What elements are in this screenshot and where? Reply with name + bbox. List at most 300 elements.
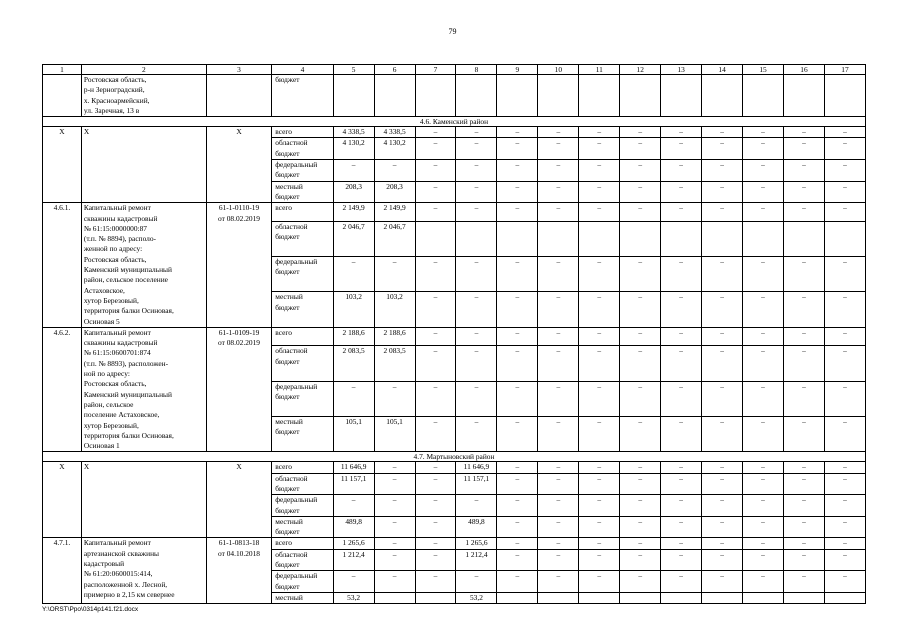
value-cell: 2 188,6 bbox=[374, 327, 415, 345]
value-cell: – bbox=[497, 138, 538, 160]
value-cell: – bbox=[497, 473, 538, 495]
value-cell: – bbox=[497, 549, 538, 571]
value-cell: – bbox=[415, 417, 456, 452]
value-cell: 1 212,4 bbox=[333, 549, 374, 571]
value-cell bbox=[374, 75, 415, 117]
value-cell: – bbox=[456, 138, 497, 160]
value-cell: – bbox=[743, 549, 784, 571]
value-cell: – bbox=[538, 417, 579, 452]
value-cell: – bbox=[538, 203, 579, 221]
value-cell: – bbox=[374, 538, 415, 549]
value-cell: – bbox=[456, 203, 497, 221]
value-cell: – bbox=[579, 381, 620, 416]
value-cell: – bbox=[415, 571, 456, 593]
column-header: 11 bbox=[579, 65, 620, 75]
value-cell: – bbox=[374, 516, 415, 538]
value-cell: – bbox=[497, 346, 538, 381]
value-cell: – bbox=[374, 549, 415, 571]
value-cell: – bbox=[661, 127, 702, 138]
value-cell: – bbox=[497, 327, 538, 345]
value-cell: – bbox=[620, 417, 661, 452]
value-cell: – bbox=[702, 160, 743, 182]
column-header: 8 bbox=[456, 65, 497, 75]
value-cell: 103,2 bbox=[333, 292, 374, 327]
value-cell: – bbox=[620, 381, 661, 416]
value-cell: – bbox=[824, 462, 865, 473]
value-cell: – bbox=[743, 571, 784, 593]
value-cell: – bbox=[743, 292, 784, 327]
value-cell: – bbox=[783, 538, 824, 549]
value-cell: – bbox=[702, 127, 743, 138]
value-cell: – bbox=[579, 516, 620, 538]
column-header: 14 bbox=[702, 65, 743, 75]
value-cell: – bbox=[661, 327, 702, 345]
value-cell: – bbox=[579, 462, 620, 473]
column-header: 12 bbox=[620, 65, 661, 75]
value-cell: – bbox=[538, 138, 579, 160]
value-cell: – bbox=[497, 127, 538, 138]
value-cell: 4 338,5 bbox=[333, 127, 374, 138]
value-cell: – bbox=[579, 571, 620, 593]
value-cell: – bbox=[661, 203, 702, 221]
value-cell: – bbox=[415, 495, 456, 517]
value-cell: 4 130,2 bbox=[374, 138, 415, 160]
value-cell bbox=[661, 221, 702, 256]
value-cell: – bbox=[415, 473, 456, 495]
value-cell: – bbox=[743, 346, 784, 381]
value-cell: – bbox=[702, 381, 743, 416]
value-cell bbox=[538, 75, 579, 117]
value-cell: – bbox=[702, 346, 743, 381]
value-cell: 4 338,5 bbox=[374, 127, 415, 138]
value-cell bbox=[783, 592, 824, 603]
value-cell: – bbox=[374, 571, 415, 593]
value-cell: – bbox=[579, 495, 620, 517]
item-number-cell: 4.7.1. bbox=[43, 538, 82, 604]
funding-source-cell: федеральный бюджет bbox=[272, 571, 333, 593]
value-cell: – bbox=[415, 181, 456, 203]
value-cell bbox=[702, 75, 743, 117]
value-cell: – bbox=[702, 516, 743, 538]
value-cell bbox=[497, 592, 538, 603]
item-number-cell: Х bbox=[43, 462, 82, 538]
value-cell: – bbox=[824, 346, 865, 381]
value-cell: – bbox=[783, 346, 824, 381]
value-cell: 53,2 bbox=[333, 592, 374, 603]
column-header: 10 bbox=[538, 65, 579, 75]
value-cell: – bbox=[743, 473, 784, 495]
funding-source-cell: федеральный бюджет bbox=[272, 160, 333, 182]
value-cell: – bbox=[661, 181, 702, 203]
value-cell: – bbox=[415, 462, 456, 473]
value-cell bbox=[456, 75, 497, 117]
column-header: 16 bbox=[783, 65, 824, 75]
value-cell: 105,1 bbox=[374, 417, 415, 452]
value-cell: – bbox=[374, 473, 415, 495]
value-cell: – bbox=[743, 257, 784, 292]
table-row bbox=[43, 538, 866, 549]
value-cell: – bbox=[743, 381, 784, 416]
funding-source-cell: всего bbox=[272, 203, 333, 221]
value-cell: – bbox=[702, 292, 743, 327]
value-cell: – bbox=[620, 495, 661, 517]
value-cell: – bbox=[743, 462, 784, 473]
value-cell: – bbox=[661, 381, 702, 416]
value-cell: – bbox=[497, 381, 538, 416]
value-cell: – bbox=[661, 462, 702, 473]
value-cell: – bbox=[783, 381, 824, 416]
value-cell: – bbox=[702, 257, 743, 292]
value-cell: – bbox=[661, 495, 702, 517]
value-cell: – bbox=[620, 292, 661, 327]
file-path-footer: Y:\ORST\Ppo\0314p141.f21.docx bbox=[42, 606, 139, 613]
value-cell bbox=[661, 592, 702, 603]
funding-source-cell: всего bbox=[272, 462, 333, 473]
value-cell: – bbox=[538, 495, 579, 517]
value-cell: – bbox=[620, 346, 661, 381]
value-cell bbox=[702, 221, 743, 256]
value-cell: – bbox=[661, 571, 702, 593]
value-cell bbox=[497, 75, 538, 117]
value-cell: – bbox=[538, 181, 579, 203]
value-cell: – bbox=[661, 346, 702, 381]
value-cell bbox=[783, 221, 824, 256]
value-cell: – bbox=[824, 516, 865, 538]
value-cell: – bbox=[702, 203, 743, 221]
value-cell bbox=[415, 75, 456, 117]
description-cell: Х bbox=[81, 462, 206, 538]
value-cell: – bbox=[783, 417, 824, 452]
value-cell: – bbox=[497, 203, 538, 221]
value-cell: – bbox=[579, 327, 620, 345]
value-cell: – bbox=[743, 417, 784, 452]
value-cell: – bbox=[579, 473, 620, 495]
value-cell: – bbox=[374, 462, 415, 473]
value-cell: – bbox=[456, 571, 497, 593]
value-cell: 11 646,9 bbox=[456, 462, 497, 473]
value-cell bbox=[579, 75, 620, 117]
value-cell: – bbox=[579, 127, 620, 138]
funding-source-cell: федеральный бюджет bbox=[272, 495, 333, 517]
value-cell bbox=[824, 221, 865, 256]
value-cell: – bbox=[333, 160, 374, 182]
funding-source-cell: всего bbox=[272, 127, 333, 138]
value-cell: – bbox=[374, 495, 415, 517]
value-cell: – bbox=[702, 181, 743, 203]
value-cell: – bbox=[415, 257, 456, 292]
value-cell: – bbox=[456, 381, 497, 416]
funding-source-cell: местный бюджет bbox=[272, 417, 333, 452]
value-cell: – bbox=[538, 127, 579, 138]
value-cell: – bbox=[415, 549, 456, 571]
funding-source-cell: местный бюджет bbox=[272, 292, 333, 327]
value-cell: – bbox=[702, 138, 743, 160]
value-cell bbox=[620, 75, 661, 117]
value-cell: – bbox=[702, 549, 743, 571]
column-header: 17 bbox=[824, 65, 865, 75]
value-cell: – bbox=[415, 516, 456, 538]
description-cell: Капитальный ремонт артезианской скважины кадастровый № 61:20:0600015:414, расположенной х. Лесной, примерно в 2,15 км севернее bbox=[81, 538, 206, 604]
value-cell: – bbox=[620, 571, 661, 593]
value-cell: 11 157,1 bbox=[333, 473, 374, 495]
table-row bbox=[43, 75, 866, 117]
value-cell bbox=[415, 592, 456, 603]
value-cell: – bbox=[415, 292, 456, 327]
value-cell: – bbox=[415, 538, 456, 549]
value-cell: – bbox=[620, 516, 661, 538]
value-cell: 2 046,7 bbox=[374, 221, 415, 256]
value-cell: – bbox=[824, 538, 865, 549]
value-cell: – bbox=[497, 571, 538, 593]
value-cell: – bbox=[456, 346, 497, 381]
value-cell: 1 212,4 bbox=[456, 549, 497, 571]
value-cell: 2 149,9 bbox=[374, 203, 415, 221]
value-cell: – bbox=[456, 292, 497, 327]
section-row bbox=[43, 117, 866, 127]
value-cell: – bbox=[333, 571, 374, 593]
value-cell: – bbox=[456, 257, 497, 292]
value-cell: – bbox=[579, 257, 620, 292]
value-cell: – bbox=[620, 160, 661, 182]
value-cell: 103,2 bbox=[374, 292, 415, 327]
value-cell: – bbox=[824, 160, 865, 182]
value-cell: – bbox=[620, 462, 661, 473]
value-cell: – bbox=[620, 538, 661, 549]
value-cell: – bbox=[620, 127, 661, 138]
value-cell: 1 265,6 bbox=[333, 538, 374, 549]
budget-table bbox=[42, 64, 866, 604]
table-body bbox=[43, 65, 866, 604]
value-cell: – bbox=[702, 538, 743, 549]
value-cell: – bbox=[538, 549, 579, 571]
value-cell: – bbox=[702, 473, 743, 495]
column-header: 5 bbox=[333, 65, 374, 75]
value-cell: – bbox=[620, 181, 661, 203]
value-cell: – bbox=[783, 127, 824, 138]
value-cell bbox=[661, 75, 702, 117]
value-cell: – bbox=[374, 381, 415, 416]
value-cell: – bbox=[497, 257, 538, 292]
funding-source-cell: местный бюджет bbox=[272, 516, 333, 538]
value-cell: – bbox=[824, 495, 865, 517]
contract-cell bbox=[206, 75, 272, 117]
value-cell: – bbox=[538, 327, 579, 345]
column-header: 6 bbox=[374, 65, 415, 75]
description-cell: Ростовская область, р-н Зерноградский, х. Красноармейский, ул. Заречная, 13 в bbox=[81, 75, 206, 117]
value-cell: – bbox=[620, 257, 661, 292]
value-cell: – bbox=[783, 138, 824, 160]
table-row bbox=[43, 462, 866, 473]
value-cell bbox=[374, 592, 415, 603]
value-cell bbox=[415, 221, 456, 256]
value-cell: – bbox=[538, 462, 579, 473]
value-cell: 1 265,6 bbox=[456, 538, 497, 549]
value-cell: – bbox=[497, 538, 538, 549]
value-cell: – bbox=[333, 495, 374, 517]
section-title: 4.6. Каменский район bbox=[43, 117, 866, 127]
value-cell: – bbox=[333, 257, 374, 292]
value-cell: – bbox=[783, 549, 824, 571]
funding-source-cell: областной бюджет bbox=[272, 221, 333, 256]
value-cell: – bbox=[538, 516, 579, 538]
value-cell: – bbox=[824, 203, 865, 221]
value-cell bbox=[538, 221, 579, 256]
contract-cell: 61-1-0813-18 от 04.10.2018 bbox=[206, 538, 272, 604]
value-cell: – bbox=[783, 462, 824, 473]
value-cell: – bbox=[702, 417, 743, 452]
value-cell: – bbox=[661, 257, 702, 292]
value-cell: – bbox=[579, 203, 620, 221]
value-cell: – bbox=[743, 127, 784, 138]
value-cell: – bbox=[824, 292, 865, 327]
value-cell: – bbox=[538, 381, 579, 416]
value-cell: – bbox=[456, 160, 497, 182]
value-cell: – bbox=[783, 257, 824, 292]
value-cell: – bbox=[620, 473, 661, 495]
value-cell: – bbox=[702, 327, 743, 345]
value-cell: – bbox=[824, 181, 865, 203]
table-row bbox=[43, 327, 866, 345]
value-cell: – bbox=[824, 571, 865, 593]
value-cell: 2 149,9 bbox=[333, 203, 374, 221]
value-cell: – bbox=[783, 292, 824, 327]
funding-source-cell: областной бюджет bbox=[272, 473, 333, 495]
value-cell: – bbox=[497, 495, 538, 517]
funding-source-cell: всего bbox=[272, 538, 333, 549]
value-cell bbox=[497, 221, 538, 256]
value-cell bbox=[620, 221, 661, 256]
value-cell bbox=[824, 592, 865, 603]
column-header: 4 bbox=[272, 65, 333, 75]
value-cell: – bbox=[538, 292, 579, 327]
contract-cell: 61-1-0109-19 от 08.02.2019 bbox=[206, 327, 272, 452]
value-cell: 489,8 bbox=[456, 516, 497, 538]
value-cell bbox=[579, 592, 620, 603]
value-cell: – bbox=[783, 203, 824, 221]
value-cell: – bbox=[743, 160, 784, 182]
value-cell bbox=[579, 221, 620, 256]
value-cell: – bbox=[824, 138, 865, 160]
item-number-cell: 4.6.2. bbox=[43, 327, 82, 452]
value-cell: – bbox=[620, 327, 661, 345]
value-cell: 2 188,6 bbox=[333, 327, 374, 345]
value-cell bbox=[620, 592, 661, 603]
value-cell: – bbox=[661, 549, 702, 571]
value-cell: – bbox=[620, 138, 661, 160]
value-cell: 2 083,5 bbox=[374, 346, 415, 381]
value-cell: – bbox=[783, 327, 824, 345]
value-cell: – bbox=[456, 181, 497, 203]
value-cell: – bbox=[783, 160, 824, 182]
value-cell: – bbox=[374, 257, 415, 292]
header-row bbox=[43, 65, 866, 75]
value-cell: – bbox=[702, 462, 743, 473]
value-cell: – bbox=[579, 549, 620, 571]
value-cell: – bbox=[415, 127, 456, 138]
value-cell: – bbox=[661, 160, 702, 182]
value-cell: – bbox=[579, 346, 620, 381]
value-cell: – bbox=[743, 495, 784, 517]
funding-source-cell: областной бюджет bbox=[272, 346, 333, 381]
value-cell: – bbox=[824, 257, 865, 292]
funding-source-cell: местный бюджет bbox=[272, 181, 333, 203]
funding-source-cell: федеральный бюджет bbox=[272, 381, 333, 416]
value-cell: 2 046,7 bbox=[333, 221, 374, 256]
value-cell: – bbox=[661, 417, 702, 452]
value-cell: – bbox=[497, 516, 538, 538]
description-cell: Х bbox=[81, 127, 206, 203]
value-cell: – bbox=[415, 381, 456, 416]
value-cell: – bbox=[497, 462, 538, 473]
value-cell bbox=[333, 75, 374, 117]
value-cell: – bbox=[743, 138, 784, 160]
value-cell: – bbox=[415, 327, 456, 345]
column-header: 15 bbox=[743, 65, 784, 75]
value-cell: – bbox=[456, 127, 497, 138]
value-cell: – bbox=[743, 516, 784, 538]
value-cell bbox=[743, 592, 784, 603]
column-header: 2 bbox=[81, 65, 206, 75]
section-row bbox=[43, 452, 866, 462]
value-cell: – bbox=[538, 538, 579, 549]
value-cell bbox=[702, 592, 743, 603]
value-cell: – bbox=[702, 571, 743, 593]
value-cell: 489,8 bbox=[333, 516, 374, 538]
item-number-cell: 4.6.1. bbox=[43, 203, 82, 328]
column-header: 7 bbox=[415, 65, 456, 75]
item-number-cell: Х bbox=[43, 127, 82, 203]
value-cell bbox=[783, 75, 824, 117]
value-cell bbox=[824, 75, 865, 117]
value-cell: 208,3 bbox=[333, 181, 374, 203]
value-cell: 53,2 bbox=[456, 592, 497, 603]
contract-cell: 61-1-0110-19 от 08.02.2019 bbox=[206, 203, 272, 328]
value-cell: – bbox=[415, 346, 456, 381]
value-cell: – bbox=[497, 181, 538, 203]
value-cell: – bbox=[620, 549, 661, 571]
value-cell: – bbox=[661, 516, 702, 538]
column-header: 13 bbox=[661, 65, 702, 75]
item-number-cell bbox=[43, 75, 82, 117]
column-header: 1 bbox=[43, 65, 82, 75]
value-cell: – bbox=[579, 292, 620, 327]
value-cell: – bbox=[374, 160, 415, 182]
value-cell: – bbox=[538, 346, 579, 381]
description-cell: Капитальный ремонт скважины кадастровый № 61:15:0600701:874 (т.п. № 8893), расположен- ной по адресу: Ростовская область, Каменский муниципальный район, сельское поселение Астаховское, хутор Березовый, территория балки Осиновая, Осиновая 1 bbox=[81, 327, 206, 452]
value-cell bbox=[538, 592, 579, 603]
value-cell: – bbox=[415, 203, 456, 221]
contract-cell: Х bbox=[206, 127, 272, 203]
value-cell: – bbox=[824, 417, 865, 452]
value-cell: 105,1 bbox=[333, 417, 374, 452]
value-cell: – bbox=[415, 138, 456, 160]
value-cell: – bbox=[661, 138, 702, 160]
value-cell: 4 130,2 bbox=[333, 138, 374, 160]
value-cell: 2 083,5 bbox=[333, 346, 374, 381]
value-cell: – bbox=[538, 257, 579, 292]
funding-source-cell: всего bbox=[272, 327, 333, 345]
table-row bbox=[43, 127, 866, 138]
value-cell: – bbox=[824, 127, 865, 138]
funding-source-cell: бюджет bbox=[272, 75, 333, 117]
value-cell: – bbox=[824, 473, 865, 495]
value-cell: – bbox=[743, 327, 784, 345]
value-cell: – bbox=[333, 381, 374, 416]
column-header: 9 bbox=[497, 65, 538, 75]
value-cell: – bbox=[538, 473, 579, 495]
value-cell: – bbox=[783, 473, 824, 495]
table-row bbox=[43, 203, 866, 221]
